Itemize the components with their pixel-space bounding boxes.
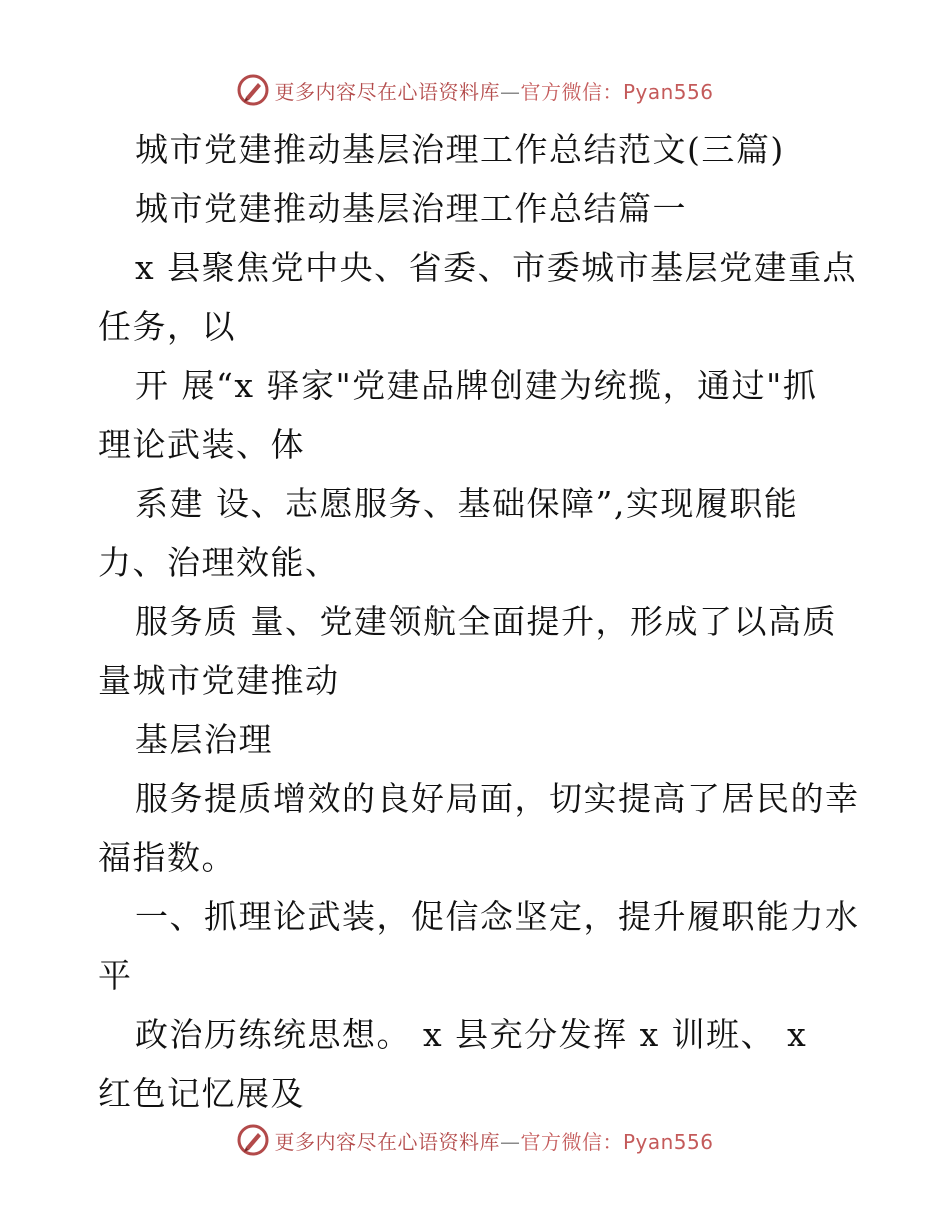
doc-subtitle: 城市党建推动基层治理工作总结篇一	[135, 189, 687, 228]
watermark-banner-top	[0, 70, 950, 110]
doc-line: 开 展“x 驿家"党建品牌创建为统揽，通过"抓	[135, 366, 818, 405]
pen-logo-icon	[236, 73, 270, 107]
section-heading: 一、抓理论武装，促信念坚定，提升履职能力水	[135, 897, 860, 936]
doc-line: 理论武装、体	[98, 425, 305, 464]
doc-line: 红色记忆展及	[98, 1074, 305, 1113]
doc-line: 系建 设、志愿服务、基础保障”,实现履职能	[135, 484, 799, 523]
watermark-separator: —	[499, 1129, 521, 1154]
doc-line: 政治历练统思想。 x 县充分发挥 x 训班、 x	[135, 1015, 808, 1054]
doc-line: 福指数。	[98, 838, 236, 877]
watermark-site-text: 更多内容尽在心语资料库	[274, 79, 500, 104]
watermark-banner-bottom	[0, 1120, 950, 1160]
doc-line: 力、治理效能、	[98, 543, 340, 582]
doc-line: x 县聚焦党中央、省委、市委城市基层党建重点	[135, 248, 858, 287]
doc-line: 服务质 量、党建领航全面提升，形成了以高质	[135, 602, 837, 641]
document-body	[98, 120, 858, 1123]
pen-logo-icon	[236, 1123, 270, 1157]
watermark-separator: —	[499, 79, 521, 104]
doc-line: 基层治理	[135, 720, 273, 759]
watermark-wechat-text: 官方微信：Pyan556	[520, 79, 714, 104]
doc-line: 量城市党建推动	[98, 661, 340, 700]
doc-line: 平	[98, 956, 133, 995]
doc-line: 服务提质增效的良好局面，切实提高了居民的幸	[135, 779, 860, 818]
watermark-text	[274, 1126, 713, 1155]
doc-title: 城市党建推动基层治理工作总结范文(三篇)	[135, 130, 785, 169]
doc-line: 任务，以	[98, 307, 236, 346]
watermark-wechat-text: 官方微信：Pyan556	[520, 1129, 714, 1154]
watermark-text	[274, 76, 713, 105]
watermark-site-text: 更多内容尽在心语资料库	[274, 1129, 500, 1154]
